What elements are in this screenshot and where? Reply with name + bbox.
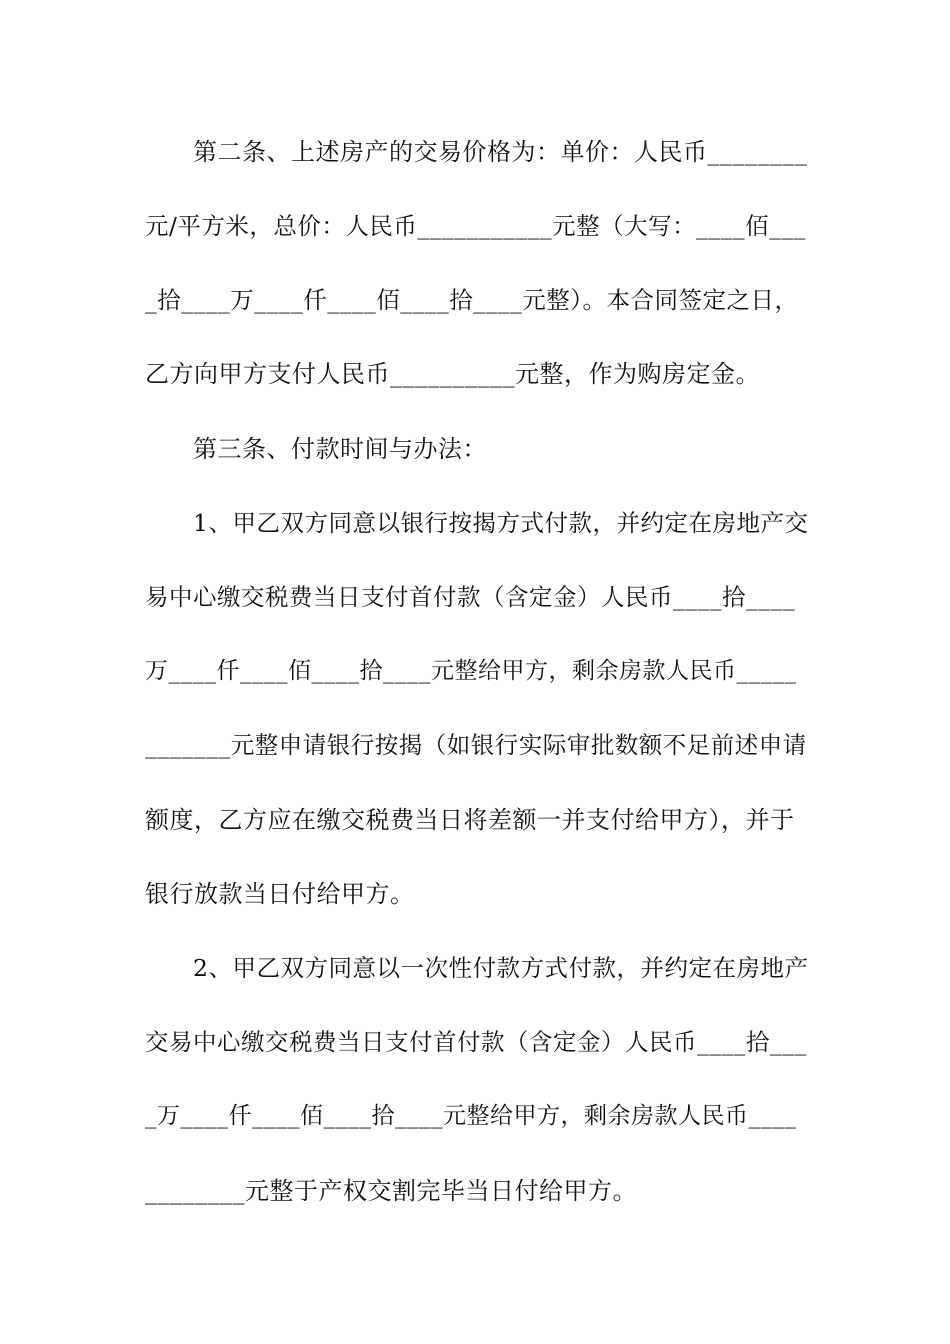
- article-2-line-2: 元/平方米，总价：人民币___________元整（大写：____佰___: [145, 212, 806, 240]
- clause-1-line-6: 银行放款当日付给甲方。: [145, 880, 415, 908]
- clause-1-line-3: 万____仟____佰____拾____元整给甲方，剩余房款人民币_____: [145, 658, 797, 684]
- article-2-line-1: 第二条、上述房产的交易价格为：单价：人民币________: [193, 138, 808, 166]
- article-3-heading: 第三条、付款时间与办法：: [193, 435, 487, 463]
- clause-1-line-5: 额度，乙方应在缴交税费当日将差额一并支付给甲方），并于: [145, 806, 795, 834]
- article-2-line-4: 乙方向甲方支付人民币__________元整，作为购房定金。: [145, 360, 760, 388]
- article-2-line-3: _拾____万____仟____佰____拾____元整）。本合同签定之日，: [145, 286, 799, 314]
- clause-1-line-1: 1、甲乙双方同意以银行按揭方式付款，并约定在房地产交: [193, 509, 809, 537]
- clause-2-line-2: 交易中心缴交税费当日支付首付款（含定金）人民币____拾___: [145, 1028, 807, 1056]
- clause-2-line-4: ________元整于产权交割完毕当日付给甲方。: [145, 1177, 637, 1205]
- clause-1-line-2: 易中心缴交税费当日支付首付款（含定金）人民币____拾____: [145, 583, 795, 611]
- clause-2-line-1: 2、甲乙双方同意以一次性付款方式付款，并约定在房地产: [193, 954, 809, 982]
- clause-2-line-3: _万____仟____佰____拾____元整给甲方，剩余房款人民币____: [145, 1103, 797, 1129]
- clause-1-line-4: _______元整申请银行按揭（如银行实际审批数额不足前述申请: [145, 731, 807, 759]
